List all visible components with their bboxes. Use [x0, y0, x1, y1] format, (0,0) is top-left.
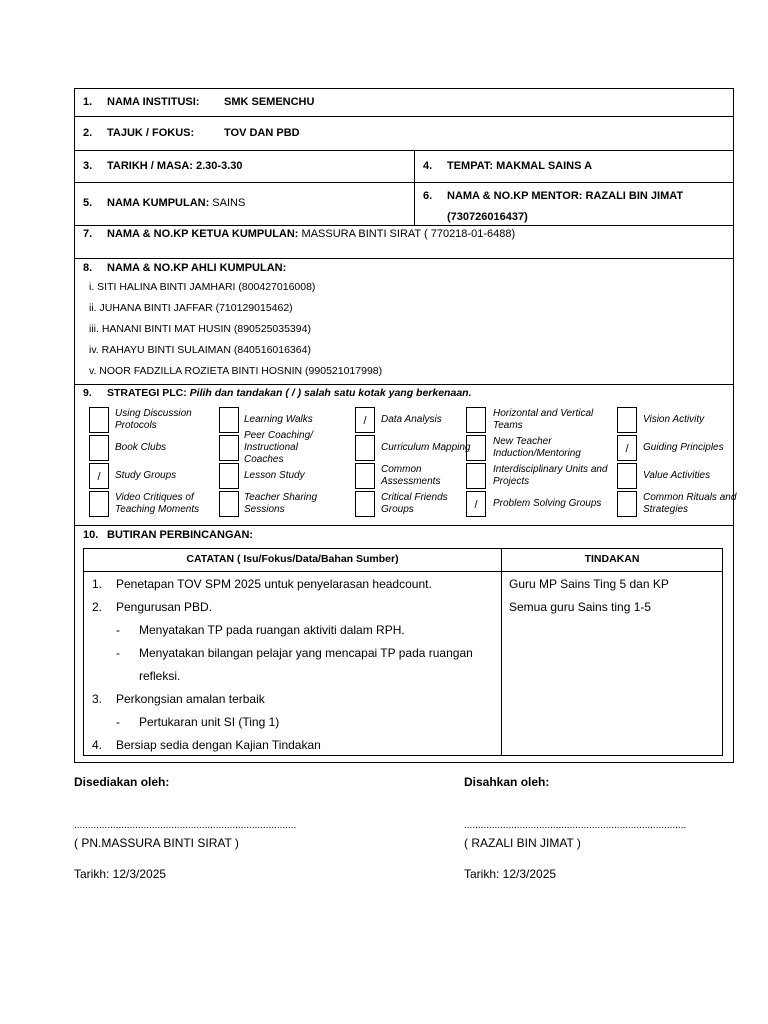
strategy-option-label: Peer Coaching/ Instructional Coaches	[244, 430, 313, 465]
institution-field	[83, 96, 314, 108]
strategy-checkbox[interactable]	[89, 491, 109, 517]
strategy-heading	[83, 387, 472, 399]
note-text: Penetapan TOV SPM 2025 untuk penyelarasan headcount.	[116, 577, 432, 591]
strategy-option-label: Lesson Study	[244, 470, 305, 481]
member-item: i. SITI HALINA BINTI JAMHARI (800427016008)	[89, 281, 316, 293]
approved-by-name: ( RAZALI BIN JIMAT )	[464, 836, 581, 850]
strategy-checkbox[interactable]	[355, 435, 375, 461]
strategy-option-label: Learning Walks	[244, 414, 313, 425]
column-divider	[501, 549, 502, 755]
strategy-instruction: Pilih dan tandakan ( / ) salah satu kotak yang berkenaan.	[186, 387, 472, 399]
note-text: refleksi.	[139, 669, 181, 683]
mentor-ic: (730726016437)	[447, 211, 528, 223]
strategy-checkbox[interactable]	[617, 463, 637, 489]
approved-by-date: Tarikh: 12/3/2025	[464, 867, 557, 881]
strategy-option-label: Using Discussion Protocols	[115, 408, 192, 431]
strategy-checkbox[interactable]	[617, 491, 637, 517]
row-number: 7.	[83, 228, 93, 240]
members-label: NAMA & NO.KP AHLI KUMPULAN:	[107, 262, 287, 274]
topic-label: TAJUK / FOKUS:	[107, 127, 195, 139]
leader-field	[83, 228, 515, 240]
prepared-by-date: Tarikh: 12/3/2025	[74, 867, 167, 881]
row-institution	[75, 89, 733, 117]
note-marker: -	[116, 646, 120, 660]
note-text: Pengurusan PBD.	[116, 600, 213, 614]
row-topic	[75, 117, 733, 151]
note-text: Menyatakan bilangan pelajar yang mencapai TP pada ruangan	[139, 646, 473, 660]
topic-value: TOV DAN PBD	[224, 127, 300, 139]
column-divider	[414, 183, 415, 226]
note-marker: 3.	[92, 692, 103, 706]
approved-by-title: Disahkan oleh:	[464, 775, 550, 789]
note-text: Bersiap sedia dengan Kajian Tindakan	[116, 738, 321, 752]
strategy-option-label: Common Assessments	[381, 464, 441, 487]
action-item: Guru MP Sains Ting 5 dan KP	[509, 577, 669, 591]
strategy-checkbox[interactable]: /	[89, 463, 109, 489]
note-subitem	[116, 623, 405, 637]
strategy-checkbox[interactable]	[466, 435, 486, 461]
strategy-option-label: Horizontal and Vertical Teams	[493, 408, 594, 431]
members-heading	[83, 262, 286, 274]
prepared-by-signature-line: ................................................................................	[74, 820, 297, 831]
note-marker: 1.	[92, 577, 103, 591]
strategy-option-label: Video Critiques of Teaching Moments	[115, 492, 200, 515]
place-label: TEMPAT: MAKMAL SAINS A	[447, 160, 593, 172]
strategy-checkbox[interactable]: /	[617, 435, 637, 461]
row-group-leader	[75, 226, 733, 259]
leader-label: NAMA & NO.KP KETUA KUMPULAN:	[107, 228, 299, 240]
strategy-checkbox[interactable]: /	[355, 407, 375, 433]
member-item: v. NOOR FADZILLA ROZIETA BINTI HOSNIN (990521017998)	[89, 365, 383, 377]
topic-field	[83, 127, 300, 139]
row-members	[75, 259, 733, 385]
strategy-option-label: Common Rituals and Strategies	[643, 492, 737, 515]
strategy-option-label: Interdisciplinary Units and Projects	[493, 464, 608, 487]
strategy-option-label: Value Activities	[643, 470, 711, 481]
strategy-checkbox[interactable]	[219, 435, 239, 461]
row-number: 6.	[423, 190, 433, 202]
row-plc-strategy	[75, 385, 737, 526]
strategy-option-label: Data Analysis	[381, 414, 442, 425]
group-label: NAMA KUMPULAN:	[107, 197, 210, 209]
column-divider	[414, 151, 415, 183]
leader-value: MASSURA BINTI SIRAT ( 770218-01-6488)	[298, 228, 516, 240]
note-marker: -	[116, 715, 120, 729]
strategy-checkbox[interactable]	[355, 491, 375, 517]
strategy-option-label: Problem Solving Groups	[493, 498, 602, 509]
row-number: 1.	[83, 96, 93, 108]
row-number: 5.	[83, 197, 93, 209]
note-subitem	[116, 646, 473, 660]
date-time-label: TARIKH / MASA: 2.30-3.30	[107, 160, 243, 172]
strategy-option-label: Teacher Sharing Sessions	[244, 492, 318, 515]
discussion-label: BUTIRAN PERBINCANGAN:	[107, 529, 254, 541]
strategy-checkbox[interactable]	[617, 407, 637, 433]
row-group-mentor	[75, 183, 733, 226]
date-time-field	[83, 160, 243, 172]
strategy-label: STRATEGI PLC:	[107, 387, 187, 399]
strategy-option-label: Book Clubs	[115, 442, 167, 453]
strategy-option-label: Curriculum Mapping	[381, 442, 471, 453]
discussion-table-header	[84, 549, 722, 572]
strategy-checkbox[interactable]: /	[466, 491, 486, 517]
member-item: iv. RAHAYU BINTI SULAIMAN (840516016364)	[89, 344, 311, 356]
strategy-checkbox[interactable]	[219, 491, 239, 517]
actions-column-header: TINDAKAN	[584, 553, 640, 565]
group-value: SAINS	[209, 197, 246, 209]
note-item	[92, 738, 321, 752]
note-item	[92, 600, 212, 614]
note-text: Perkongsian amalan terbaik	[116, 692, 265, 706]
note-subitem	[116, 669, 180, 683]
notes-column-header: CATATAN ( Isu/Fokus/Data/Bahan Sumber)	[186, 553, 399, 565]
note-marker: 4.	[92, 738, 103, 752]
strategy-option-label: Critical Friends Groups	[381, 492, 448, 515]
strategy-checkbox[interactable]	[89, 407, 109, 433]
mentor-field	[423, 186, 683, 228]
strategy-option-label: New Teacher Induction/Mentoring	[493, 436, 581, 459]
prepared-by-name: ( PN.MASSURA BINTI SIRAT )	[74, 836, 239, 850]
note-item	[92, 577, 432, 591]
institution-label: NAMA INSTITUSI:	[107, 96, 200, 108]
action-item: Semua guru Sains ting 1-5	[509, 600, 652, 614]
mentor-label: NAMA & NO.KP MENTOR: RAZALI BIN JIMAT	[447, 190, 684, 202]
strategy-option-label: Guiding Principles	[643, 442, 724, 453]
place-field	[423, 160, 592, 172]
row-number: 2.	[83, 127, 93, 139]
strategy-checkbox[interactable]	[355, 463, 375, 489]
note-marker: -	[116, 623, 120, 637]
row-date-place	[75, 151, 733, 183]
strategy-checkbox[interactable]	[466, 463, 486, 489]
institution-value: SMK SEMENCHU	[224, 96, 315, 108]
member-item: ii. JUHANA BINTI JAFFAR (710129015462)	[89, 302, 293, 314]
note-text: Menyatakan TP pada ruangan aktiviti dalam RPH.	[139, 623, 405, 637]
row-number: 8.	[83, 262, 93, 274]
row-number: 4.	[423, 160, 433, 172]
row-number: 10.	[83, 529, 99, 541]
row-number: 9.	[83, 387, 92, 399]
note-item	[92, 692, 265, 706]
strategy-option-label: Vision Activity	[643, 414, 705, 425]
plc-form	[74, 88, 737, 763]
prepared-by-title: Disediakan oleh:	[74, 775, 170, 789]
member-item: iii. HANANI BINTI MAT HUSIN (890525035394)	[89, 323, 311, 335]
note-text: Pertukaran unit SI (Ting 1)	[139, 715, 280, 729]
row-number: 3.	[83, 160, 93, 172]
discussion-table	[83, 548, 723, 756]
note-marker: 2.	[92, 600, 103, 614]
group-field	[83, 197, 245, 209]
strategy-checkbox[interactable]	[219, 407, 239, 433]
strategy-option-label: Study Groups	[115, 470, 177, 481]
note-subitem	[116, 715, 279, 729]
strategy-checkbox[interactable]	[89, 435, 109, 461]
approved-by-signature-line: ................................................................................	[464, 820, 687, 831]
strategy-checkbox[interactable]	[466, 407, 486, 433]
strategy-checkbox[interactable]	[219, 463, 239, 489]
discussion-heading	[83, 529, 253, 541]
